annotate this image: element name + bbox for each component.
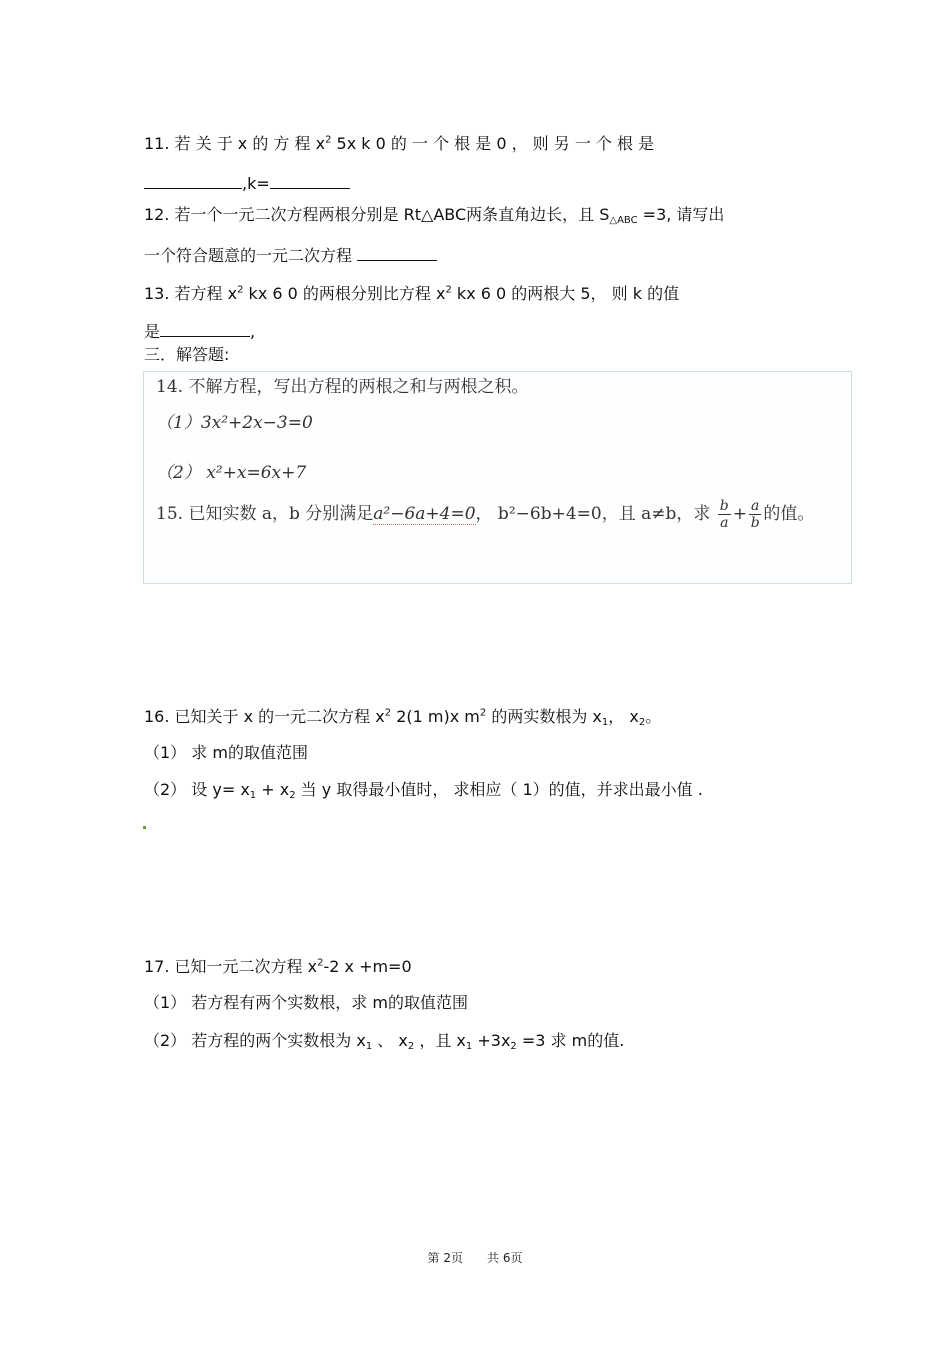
page-number: 第 2页	[427, 1251, 463, 1265]
q12-blank[interactable]	[357, 244, 437, 261]
q13-text-b: kx 6 0 的两根分别比方程 x	[243, 284, 446, 303]
question-16-part1: （1） 求 m的取值范围	[144, 743, 308, 762]
question-16-line1	[144, 707, 661, 733]
question-11-line1	[144, 134, 654, 154]
question-17-part2	[144, 1031, 624, 1057]
section-heading: 三．解答题:	[144, 345, 230, 364]
q17-p2-text-d: +3x	[472, 1031, 511, 1050]
q12-text-c: 一个符合题意的一元二次方程	[144, 246, 358, 265]
q16-exponent-2: 2	[479, 707, 487, 719]
q12-subscript: △ABC	[609, 215, 638, 226]
q16-p2-sub-1: 1	[249, 790, 257, 801]
q17-sub-2: 2	[407, 1041, 415, 1052]
fraction-b-over-a	[718, 498, 731, 531]
q14-title: 14. 不解方程，写出方程的两根之和与两根之积。	[156, 377, 529, 397]
q14-part1: （1）3x²+2x−3=0	[156, 413, 313, 433]
q11-exponent: 2	[325, 134, 332, 146]
question-12-line1	[144, 205, 724, 231]
q13-text-d: 是	[144, 322, 161, 341]
q16-text-d: ， x	[608, 707, 639, 726]
q11-text-b: 5x k 0 的 一 个 根 是 0 ， 则 另 一 个 根 是	[331, 134, 655, 153]
question-13-line1	[144, 284, 679, 304]
q17-p2-text-c: ，且 x	[414, 1031, 466, 1050]
question-11-line2	[144, 172, 350, 194]
q16-sub-1: 1	[601, 717, 609, 728]
q11-blank-k[interactable]	[270, 172, 350, 189]
q17-sub-4: 2	[510, 1041, 517, 1052]
q11-blank-root[interactable]	[144, 172, 242, 189]
q16-p2-text-b: + x	[256, 780, 290, 799]
q16-p2-text-a: （2） 设 y= x	[144, 780, 250, 799]
q17-sub-3: 1	[465, 1041, 473, 1052]
embedded-question-image	[143, 371, 852, 584]
q16-sub-2: 2	[638, 717, 646, 728]
question-16-part2	[144, 780, 703, 806]
plus-sign: +	[732, 504, 747, 524]
fraction-1-numerator: b	[719, 498, 729, 514]
q13-comma: ,	[250, 322, 256, 341]
q16-text-b: 2(1 m)x m	[391, 707, 480, 726]
question-13-line2	[144, 320, 255, 342]
q13-exponent-1: 2	[237, 284, 244, 296]
q15-text-a: 15. 已知实数 a，b 分别满足	[156, 504, 374, 524]
marker-dot	[143, 826, 146, 829]
question-17-part1: （1） 若方程有两个实数根，求 m的取值范围	[144, 993, 468, 1012]
q16-text-e: 。	[645, 707, 662, 726]
q13-exponent-2: 2	[445, 284, 452, 296]
q17-p2-text-a: （2） 若方程的两个实数根为 x	[144, 1031, 366, 1050]
fraction-1-denominator: a	[720, 515, 729, 531]
q13-text-a: 13. 若方程 x	[144, 284, 238, 303]
q17-sub-1: 1	[365, 1041, 373, 1052]
page-footer	[0, 1249, 950, 1266]
q16-exponent-1: 2	[384, 707, 392, 719]
fraction-a-over-b	[749, 498, 761, 531]
q15-text-c: 的值。	[763, 504, 815, 524]
q17-p2-text-e: =3 求 m的值.	[516, 1031, 625, 1050]
q15-equation-a: a²−6a+4=0	[373, 504, 476, 524]
q15-line	[156, 498, 814, 531]
q16-p2-sub-2: 2	[289, 790, 296, 801]
q16-p2-text-c: 当 y 取得最小值时， 求相应（ 1）的值，并求出最小值 .	[295, 780, 703, 799]
q17-p2-text-b: 、 x	[372, 1031, 408, 1050]
fraction-2-numerator: a	[751, 498, 760, 514]
q12-text-a: 12. 若一个一元二次方程两根分别是 Rt△ABC两条直角边长，且 S	[144, 205, 610, 224]
q17-text-a: 17. 已知一元二次方程 x	[144, 957, 318, 976]
question-12-line2	[144, 244, 437, 266]
q13-blank[interactable]	[160, 320, 250, 337]
q14-part2: （2） x²+x=6x+7	[156, 463, 307, 483]
page-total: 共 6页	[487, 1251, 523, 1265]
q16-text-a: 16. 已知关于 x 的一元二次方程 x	[144, 707, 385, 726]
q12-text-b: =3, 请写出	[637, 205, 725, 224]
question-17-line1	[144, 957, 412, 977]
q11-text-a: 11. 若 关 于 x 的 方 程 x	[144, 134, 326, 153]
q16-text-c: 的两实数根为 x	[486, 707, 602, 726]
q17-exponent: 2	[317, 957, 324, 969]
q11-k-label: ,k=	[242, 174, 270, 193]
fraction-2-denominator: b	[750, 515, 760, 531]
q15-text-b: ， b²−6b+4=0，且 a≠b，求	[475, 504, 711, 524]
q17-text-b: -2 x +m=0	[323, 957, 412, 976]
q13-text-c: kx 6 0 的两根大 5， 则 k 的值	[451, 284, 680, 303]
